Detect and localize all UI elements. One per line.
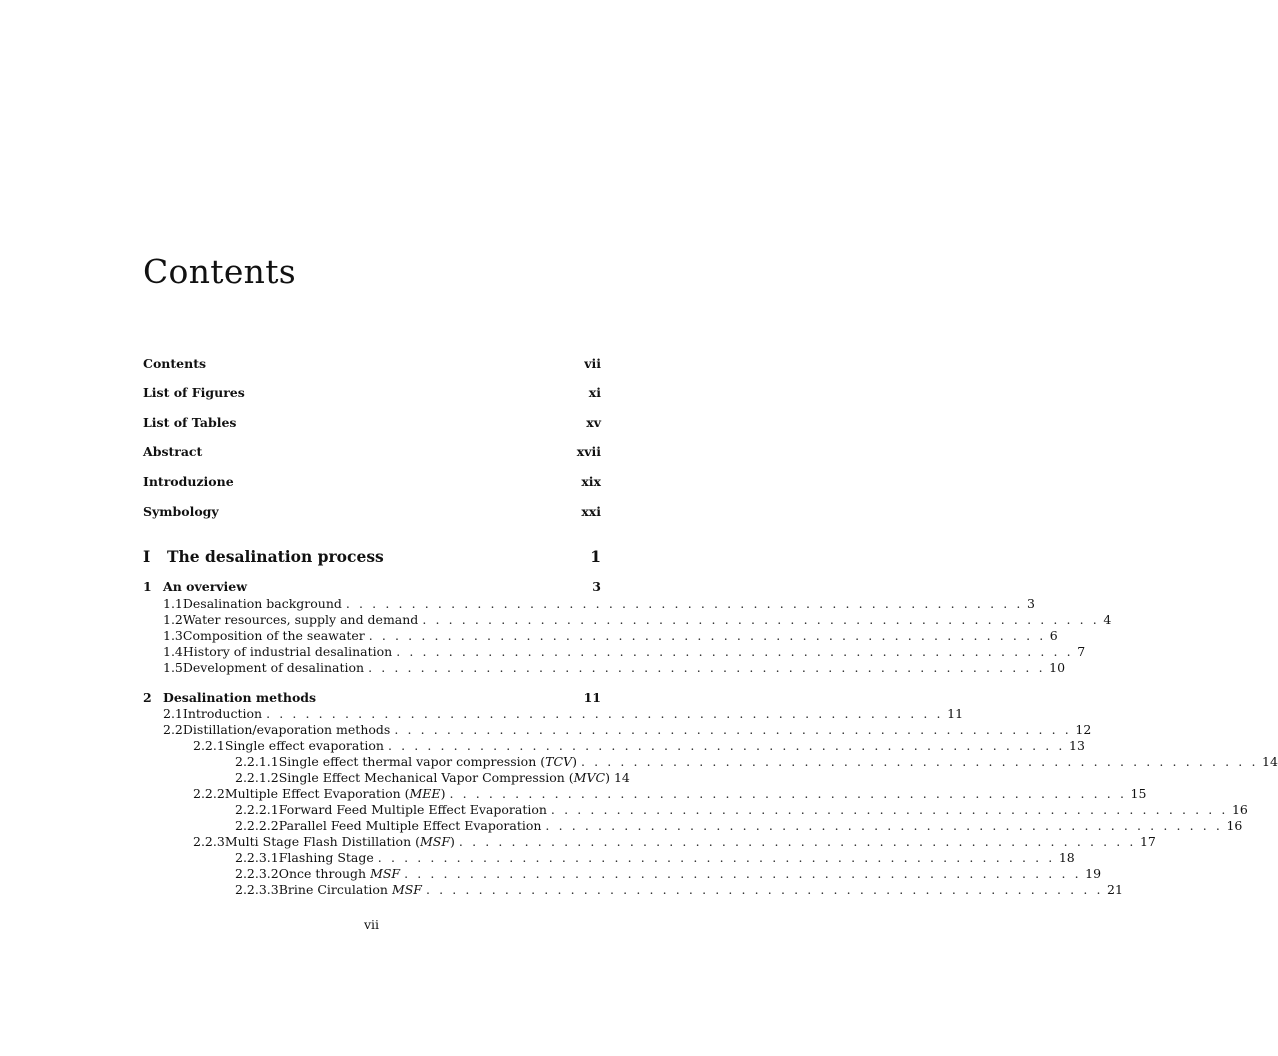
section-label: Distillation/evaporation methods: [182, 722, 391, 737]
toc-subsubsection[interactable]: [143, 866, 1102, 882]
subsection-number: 2.2.1: [193, 738, 225, 753]
section-page: 10: [1049, 660, 1066, 675]
section-number: 1.5: [163, 660, 183, 675]
toc-subsection[interactable]: [143, 786, 1147, 802]
subsection-page: 15: [1130, 786, 1147, 801]
section-label: Desalination background: [182, 596, 342, 611]
toc-entry-page: xxi: [581, 504, 601, 519]
subsubsection-page: 16: [1226, 818, 1243, 833]
chapter-page: 3: [592, 579, 601, 594]
subsubsection-number: 2.2.2.2: [235, 818, 279, 833]
dot-leader: . . . . . . . . . . . . . . . . . . . . . . . . . . . . . . . . . . . . . . . . . . . . . . . . . . . .: [394, 722, 1072, 737]
subsubsection-number: 2.2.2.1: [235, 802, 279, 817]
subsubsection-number: 2.2.3.3: [235, 882, 279, 897]
section-page: 6: [1049, 628, 1058, 643]
section-label: History of industrial desalination: [182, 644, 393, 659]
toc-entry-contents[interactable]: [143, 356, 601, 372]
toc-subsubsection[interactable]: [143, 850, 1075, 866]
toc-entry-list-of-tables[interactable]: [143, 415, 601, 431]
subsubsection-page: 18: [1058, 850, 1075, 865]
toc-entry-page: xix: [581, 474, 601, 489]
section-page: 7: [1077, 644, 1086, 659]
toc-part[interactable]: [143, 547, 601, 567]
dot-leader: . . . . . . . . . . . . . . . . . . . . . . . . . . . . . . . . . . . . . . . . . . . . . . . . . . . .: [422, 612, 1100, 627]
subsubsection-number: 2.2.3.1: [235, 850, 279, 865]
dot-leader: . . . . . . . . . . . . . . . . . . . . . . . . . . . . . . . . . . . . . . . . . . . . . . . . . . . .: [387, 738, 1065, 753]
subsection-label: Single effect evaporation: [224, 738, 384, 753]
section-label: Water resources, supply and demand: [182, 612, 419, 627]
dot-leader: . . . . . . . . . . . . . . . . . . . . . . . . . . . . . . . . . . . . . . . . . . . . . . . . . . . .: [550, 802, 1228, 817]
subsubsection-number: 2.2.3.2: [235, 866, 279, 881]
subsubsection-page: 19: [1085, 866, 1102, 881]
subsubsection-page: 16: [1231, 802, 1248, 817]
toc-subsection[interactable]: [143, 834, 1156, 850]
toc-section[interactable]: [143, 644, 1086, 660]
section-label: Composition of the seawater: [182, 628, 365, 643]
toc-entry-abstract[interactable]: [143, 444, 601, 460]
toc-chapter[interactable]: [143, 690, 601, 706]
section-page: 3: [1026, 596, 1035, 611]
toc-subsubsection[interactable]: [143, 818, 1243, 834]
section-page: 12: [1075, 722, 1092, 737]
chapter-label: Desalination methods: [163, 690, 317, 705]
part-number: I: [143, 547, 151, 566]
dot-leader: . . . . . . . . . . . . . . . . . . . . . . . . . . . . . . . . . . . . . . . . . . . . . . . . . . . .: [266, 706, 944, 721]
toc-entry-page: vii: [584, 356, 601, 371]
toc-subsection[interactable]: [143, 738, 1085, 754]
toc-section[interactable]: [143, 596, 1035, 612]
section-number: 1.1: [163, 596, 183, 611]
section-label: Development of desalination: [182, 660, 365, 675]
subsection-number: 2.2.3: [193, 834, 225, 849]
toc-subsubsection[interactable]: [143, 754, 1278, 770]
dot-leader: . . . . . . . . . . . . . . . . . . . . . . . . . . . . . . . . . . . . . . . . . . . . . . . . . . . .: [449, 786, 1127, 801]
toc-entry-label: Abstract: [143, 444, 203, 459]
toc-entry-label: Contents: [143, 356, 207, 371]
subsubsection-label: Forward Feed Multiple Effect Evaporation: [278, 802, 547, 817]
dot-leader: . . . . . . . . . . . . . . . . . . . . . . . . . . . . . . . . . . . . . . . . . . . . . . . . . . . .: [368, 660, 1046, 675]
toc-subsubsection[interactable]: [143, 770, 630, 786]
dot-leader: . . . . . . . . . . . . . . . . . . . . . . . . . . . . . . . . . . . . . . . . . . . . . . . . . . . .: [458, 834, 1136, 849]
dot-leader: . . . . . . . . . . . . . . . . . . . . . . . . . . . . . . . . . . . . . . . . . . . . . . . . . . . .: [345, 596, 1023, 611]
subsubsection-page: 14: [1262, 754, 1278, 769]
subsubsection-label: Brine Circulation MSF: [278, 882, 422, 897]
section-label: Introduction: [182, 706, 263, 721]
toc-section[interactable]: [143, 612, 1112, 628]
dot-leader: . . . . . . . . . . . . . . . . . . . . . . . . . . . . . . . . . . . . . . . . . . . . . . . . . . . .: [425, 882, 1104, 897]
dot-leader: . . . . . . . . . . . . . . . . . . . . . . . . . . . . . . . . . . . . . . . . . . . . . . . . . . . .: [368, 628, 1046, 643]
chapter-number: 1: [143, 579, 152, 594]
subsubsection-number: 2.2.1.1: [235, 754, 279, 769]
toc-chapter[interactable]: [143, 579, 601, 595]
dot-leader: . . . . . . . . . . . . . . . . . . . . . . . . . . . . . . . . . . . . . . . . . . . . . . . . . . . .: [580, 754, 1259, 769]
subsection-label: Multiple Effect Evaporation (MEE): [224, 786, 446, 801]
page-number: vii: [363, 917, 380, 932]
subsection-page: 17: [1139, 834, 1156, 849]
section-page: 11: [947, 706, 964, 721]
toc-entry-label: Symbology: [143, 504, 219, 519]
part-page: 1: [590, 547, 601, 566]
subsubsection-page: 21: [1107, 882, 1123, 897]
toc-entry-page: xv: [586, 415, 601, 430]
section-number: 1.4: [163, 644, 183, 659]
subsubsection-label: Once through MSF: [278, 866, 401, 881]
chapter-number: 2: [143, 690, 152, 705]
dot-leader: . . . . . . . . . . . . . . . . . . . . . . . . . . . . . . . . . . . . . . . . . . . . . . . . . . . .: [404, 866, 1082, 881]
section-page: 4: [1103, 612, 1112, 627]
part-label: The desalination process: [167, 547, 384, 566]
toc-entry-introduzione[interactable]: [143, 474, 601, 490]
toc-entry-page: xvii: [576, 444, 601, 459]
subsubsection-label: Single Effect Mechanical Vapor Compression (MVC): [278, 770, 610, 785]
toc-subsubsection[interactable]: [143, 882, 1123, 898]
dot-leader: . . . . . . . . . . . . . . . . . . . . . . . . . . . . . . . . . . . . . . . . . . . . . . . . . . . .: [545, 818, 1223, 833]
subsubsection-number: 2.2.1.2: [235, 770, 279, 785]
subsubsection-label: Flashing Stage: [278, 850, 374, 865]
dot-leader: . . . . . . . . . . . . . . . . . . . . . . . . . . . . . . . . . . . . . . . . . . . . . . . . . . . .: [377, 850, 1055, 865]
toc-entry-page: xi: [588, 385, 601, 400]
toc-entry-symbology[interactable]: [143, 504, 601, 520]
chapter-page: 11: [583, 690, 601, 705]
section-number: 2.2: [163, 722, 183, 737]
subsection-number: 2.2.2: [193, 786, 225, 801]
section-number: 2.1: [163, 706, 183, 721]
subsection-page: 13: [1069, 738, 1085, 753]
subsubsection-page: 14: [613, 770, 630, 785]
subsubsection-label: Parallel Feed Multiple Effect Evaporation: [278, 818, 542, 833]
toc-subsubsection[interactable]: [143, 802, 1248, 818]
section-number: 1.2: [163, 612, 183, 627]
toc-entry-list-of-figures[interactable]: [143, 385, 601, 401]
page-title: Contents: [143, 252, 297, 291]
section-number: 1.3: [163, 628, 183, 643]
dot-leader: . . . . . . . . . . . . . . . . . . . . . . . . . . . . . . . . . . . . . . . . . . . . . . . . . . . .: [396, 644, 1074, 659]
toc-section[interactable]: [143, 660, 1066, 676]
toc-section[interactable]: [143, 628, 1058, 644]
toc-entry-label: List of Figures: [143, 385, 245, 400]
toc-section[interactable]: [143, 706, 964, 722]
toc-entry-label: Introduzione: [143, 474, 234, 489]
toc-section[interactable]: [143, 722, 1092, 738]
subsubsection-label: Single effect thermal vapor compression (TCV): [278, 754, 577, 769]
subsection-label: Multi Stage Flash Distillation (MSF): [224, 834, 455, 849]
chapter-label: An overview: [163, 579, 248, 594]
toc-entry-label: List of Tables: [143, 415, 237, 430]
